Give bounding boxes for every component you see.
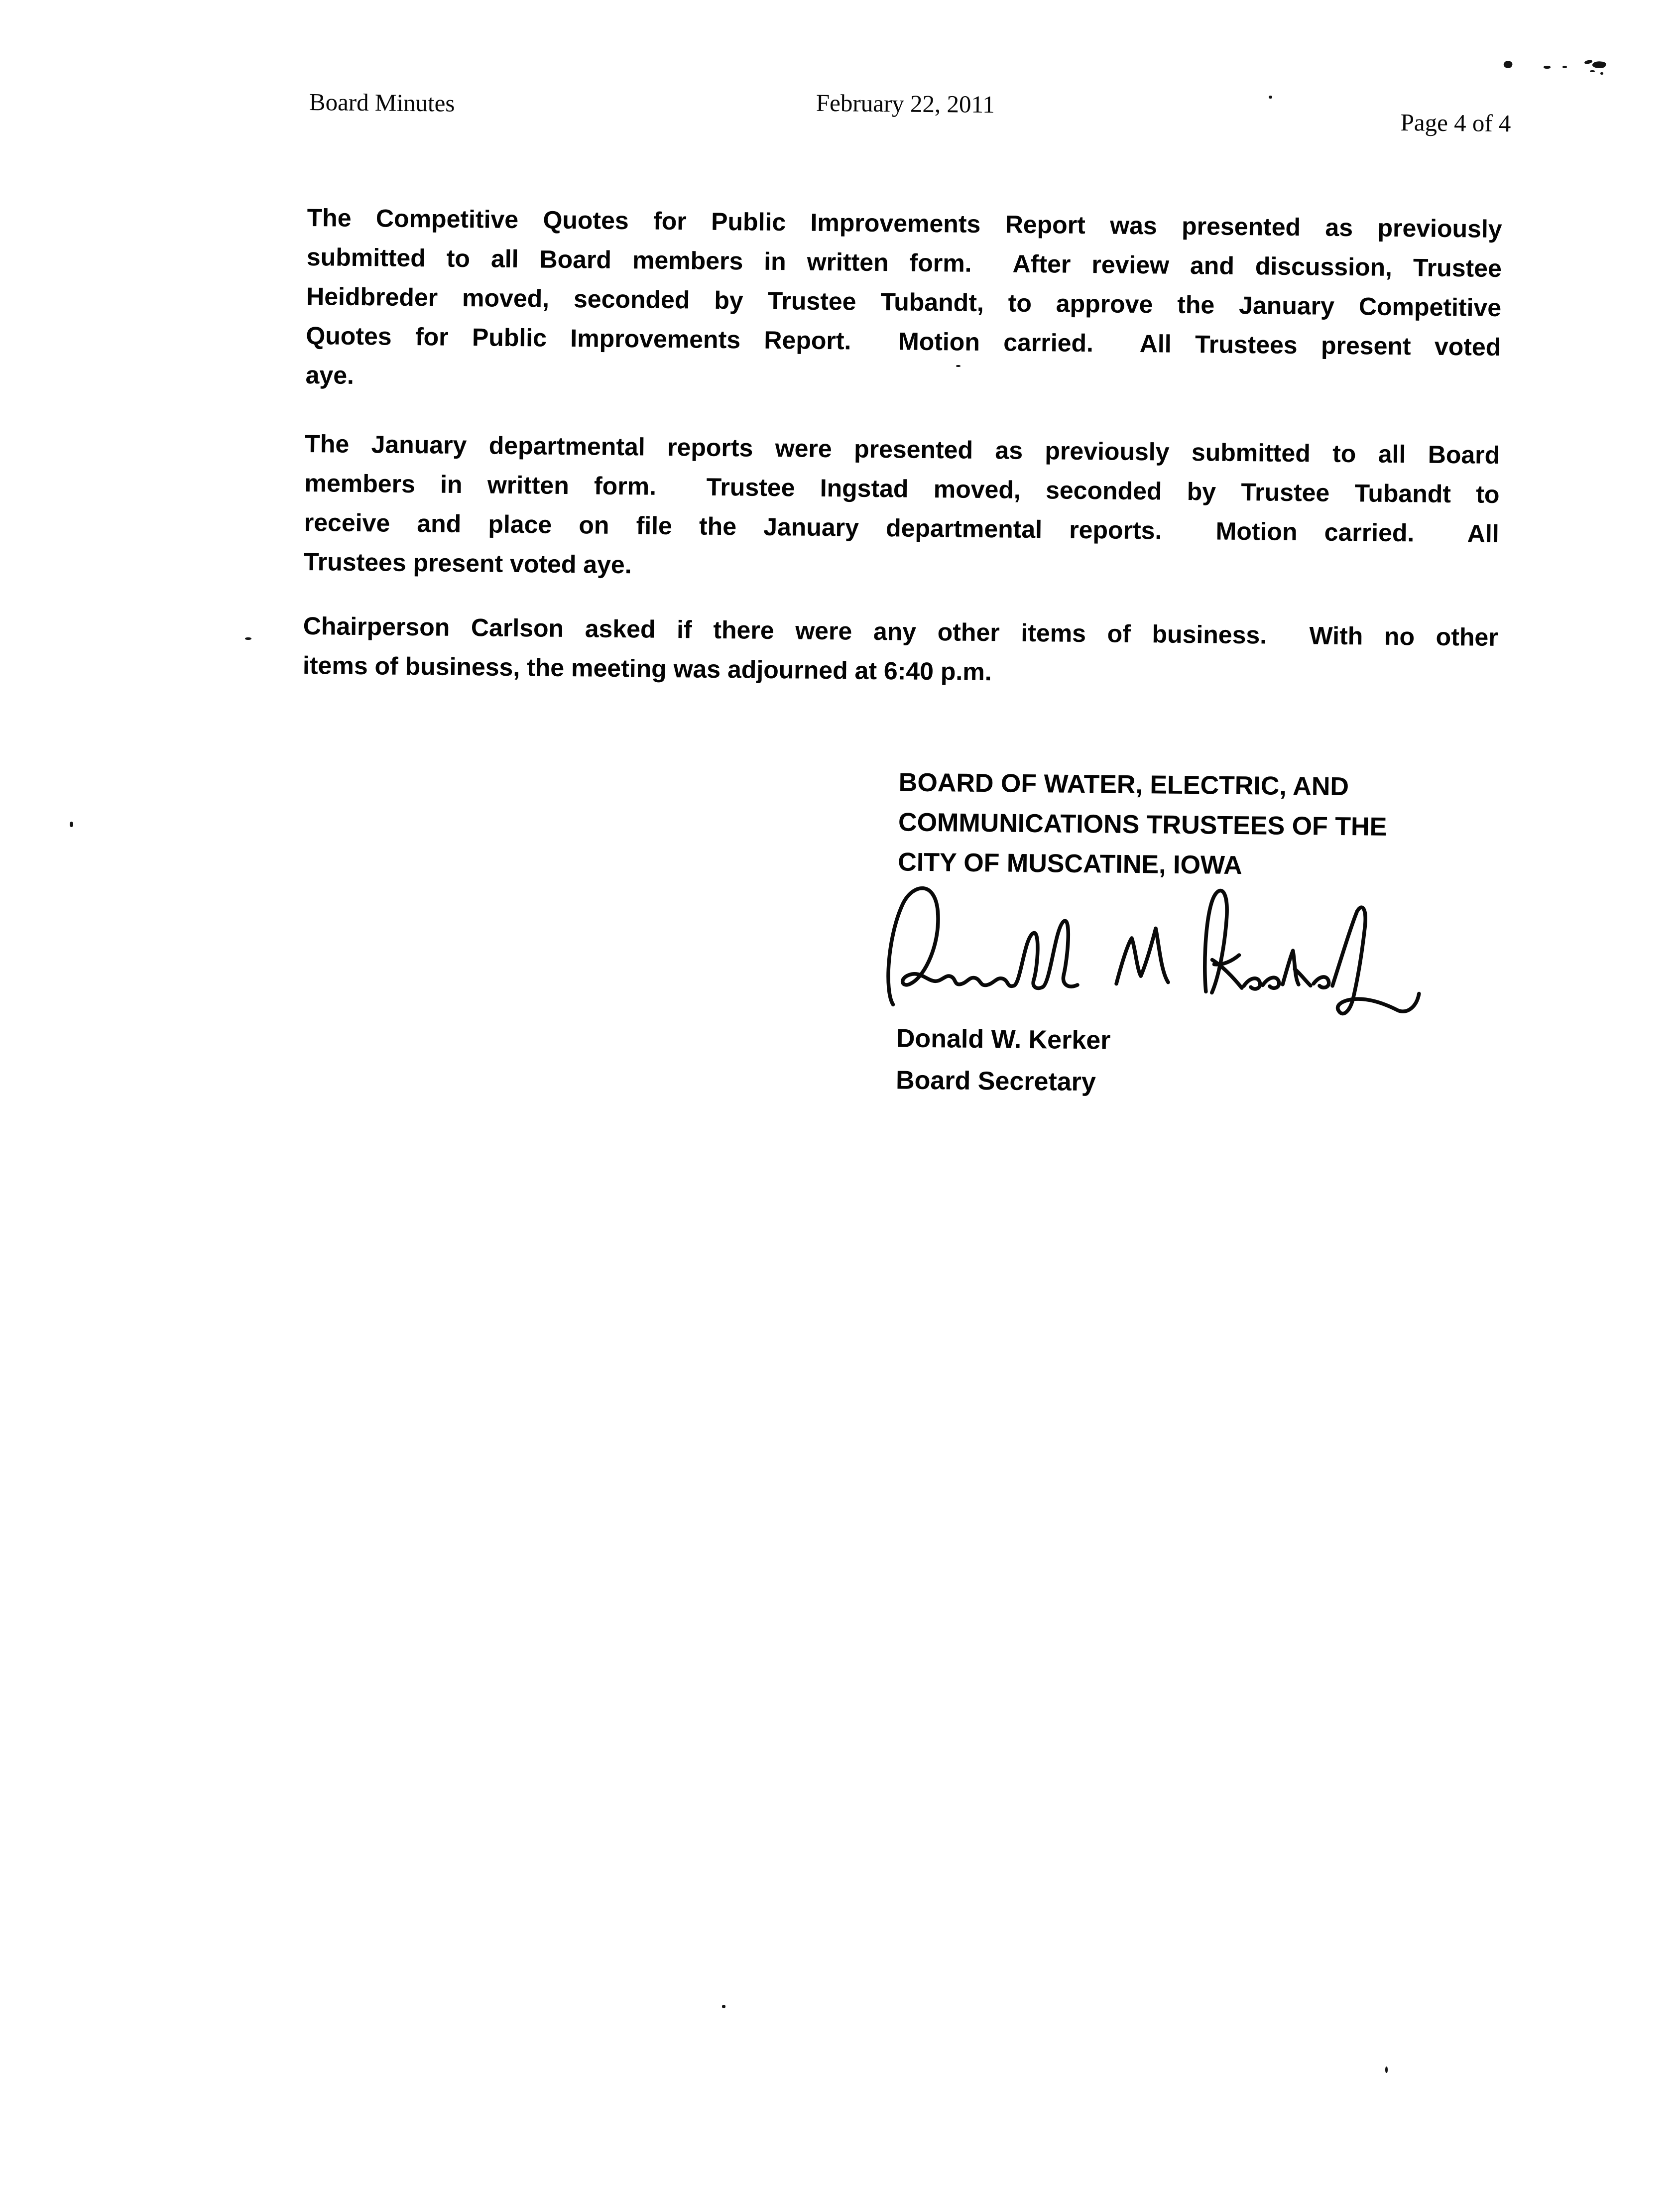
paragraph-adjournment	[303, 607, 1498, 697]
scan-speck	[245, 637, 251, 640]
paragraph-line: The Competitive Quotes for Public Improvements Report was presented as previously	[307, 203, 1502, 244]
scan-speck	[70, 822, 73, 827]
paragraph-line: submitted to all Board members in written form. After review and discussion, Trustee	[306, 243, 1502, 283]
paragraph-line: aye.	[305, 361, 355, 389]
header-title: Board Minutes	[309, 88, 455, 117]
paragraph-line: Chairperson Carlson asked if there were any other items of business. With no other	[303, 611, 1498, 651]
scan-speck	[956, 365, 960, 367]
header-date: February 22, 2011	[816, 89, 995, 119]
closing-org-line: CITY OF MUSCATINE, IOWA	[898, 848, 1242, 880]
scan-speck	[1562, 66, 1567, 68]
scan-speck	[1600, 72, 1603, 75]
paragraph-departmental-reports	[304, 424, 1500, 593]
header-page-number: Page 4 of 4	[1400, 109, 1511, 137]
closing-org-block	[898, 762, 1388, 886]
paragraph-line: Trustees present voted aye.	[303, 547, 632, 579]
paragraph-line: The January departmental reports were presented as previously submitted to all Board	[305, 429, 1500, 469]
paragraph-line: Heidbreder moved, seconded by Trustee Tubandt, to approve the January Competitive	[306, 282, 1502, 322]
scan-speck	[722, 2005, 725, 2008]
typed-signer-title: Board Secretary	[895, 1066, 1096, 1097]
paragraph-competitive-quotes	[305, 198, 1502, 406]
scan-speck	[1544, 66, 1551, 69]
paragraph-line: items of business, the meeting was adjourned at 6:40 p.m.	[302, 651, 992, 686]
typed-signer-name: Donald W. Kerker	[896, 1024, 1111, 1055]
scan-speck	[1590, 70, 1595, 72]
paragraph-line: receive and place on file the January departmental reports. Motion carried. All	[304, 508, 1499, 548]
paragraph-line: members in written form. Trustee Ingstad moved, seconded by Trustee Tubandt to	[304, 469, 1500, 508]
scan-speck	[1385, 2067, 1388, 2073]
closing-org-line: COMMUNICATIONS TRUSTEES OF THE	[898, 808, 1387, 842]
paragraph-line: Quotes for Public Improvements Report. Motion carried. All Trustees present voted	[306, 321, 1501, 362]
closing-org-line: BOARD OF WATER, ELECTRIC, AND	[898, 768, 1349, 802]
signature-handwriting	[883, 876, 1442, 1041]
scan-speck	[1269, 96, 1272, 99]
